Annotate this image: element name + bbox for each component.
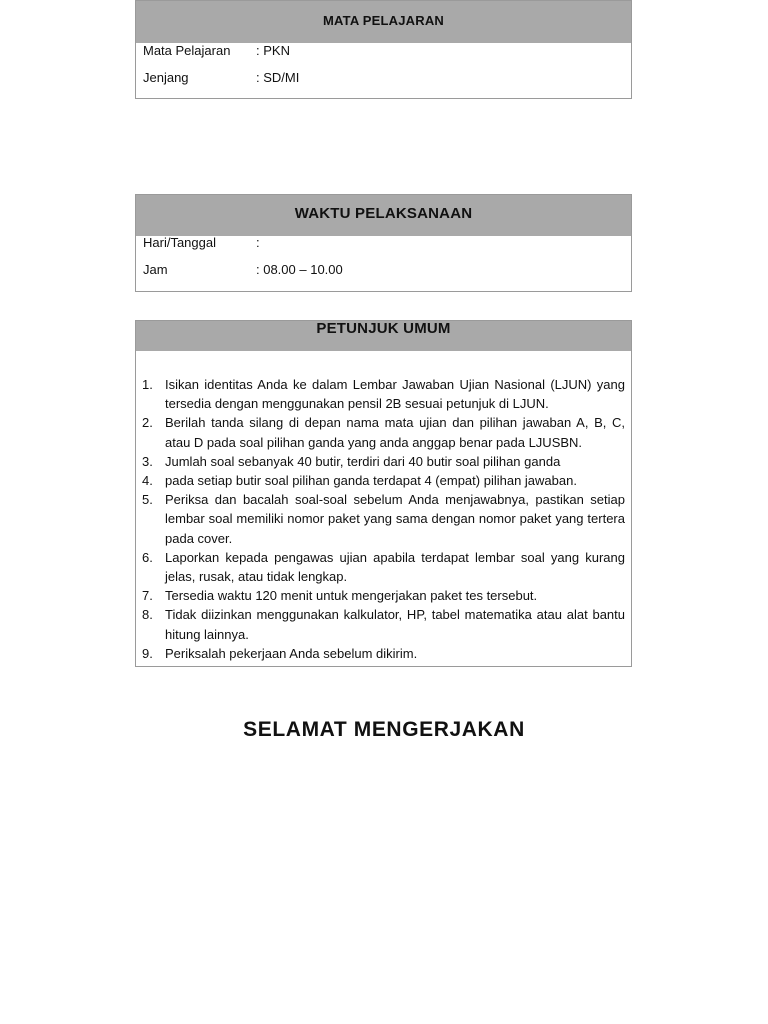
instruction-item [136,605,631,643]
instruction-number: 4. [142,473,153,489]
instruction-text: Periksalah pekerjaan Anda sebelum dikirim. [165,645,418,661]
instruction-number: 5. [142,492,153,508]
instruction-number: 6. [142,549,153,565]
subject-label: Mata Pelajaran [143,43,231,58]
subject-value: : PKN [256,43,290,58]
instruction-text: pada setiap butir soal pilihan ganda terdapat 4 (empat) pilihan jawaban. [165,473,577,489]
instruction-number: 9. [142,645,153,661]
instruction-text: Periksa dan bacalah soal-soal sebelum Anda menjawabnya, pastikan setiap lembar soal memiliki nomor paket yang sama dengan nomor paket yang tertera pada cover. [165,492,625,546]
level-label: Jenjang [143,70,189,85]
schedule-header: WAKTU PELAKSANAAN [136,195,631,236]
instruction-item [136,644,631,663]
instruction-number: 7. [142,588,153,604]
schedule-box [135,194,632,292]
instructions-list [136,375,631,663]
subject-info-box [135,0,632,99]
closing-heading: SELAMAT MENGERJAKAN [243,718,525,741]
instruction-item [136,452,631,471]
instruction-text: Laporkan kepada pengawas ujian apabila terdapat lembar soal yang kurang jelas, rusak, atau tidak lengkap. [165,549,625,585]
instructions-header: PETUNJUK UMUM [136,321,631,351]
instruction-item [136,548,631,586]
instruction-number: 3. [142,453,153,469]
date-row [143,235,260,251]
instruction-item [136,413,631,451]
time-row [143,262,343,278]
instruction-text: Jumlah soal sebanyak 40 butir, terdiri dari 40 butir soal pilihan ganda [165,453,561,469]
instruction-item [136,471,631,490]
time-value: : 08.00 – 10.00 [256,262,343,277]
instruction-text: Isikan identitas Anda ke dalam Lembar Jawaban Ujian Nasional (LJUN) yang tersedia dengan menggunakan pensil 2B sesuai petunjuk di LJUN. [165,377,625,412]
instruction-item [136,586,631,605]
date-label: Hari/Tanggal [143,235,216,250]
level-value: : SD/MI [256,70,300,85]
date-value: : [256,235,260,250]
subject-info-header: MATA PELAJARAN [136,1,631,43]
instruction-text: Berilah tanda silang di depan nama mata ujian dan pilihan jawaban A, B, C, atau D pada soal pilihan ganda yang anda anggap benar pada LJUSBN. [165,415,625,450]
instruction-item [136,375,631,413]
time-label: Jam [143,262,168,277]
instruction-text: Tersedia waktu 120 menit untuk mengerjakan paket tes tersebut. [165,588,538,604]
instruction-number: 2. [142,415,153,431]
level-row [143,70,299,86]
instruction-number: 8. [142,607,153,623]
subject-row [143,43,290,59]
instructions-box [135,320,632,667]
instruction-number: 1. [142,377,153,392]
instruction-text: Tidak diizinkan menggunakan kalkulator, HP, tabel matematika atau alat bantu hitung lainnya. [165,607,625,642]
instruction-item [136,490,631,548]
